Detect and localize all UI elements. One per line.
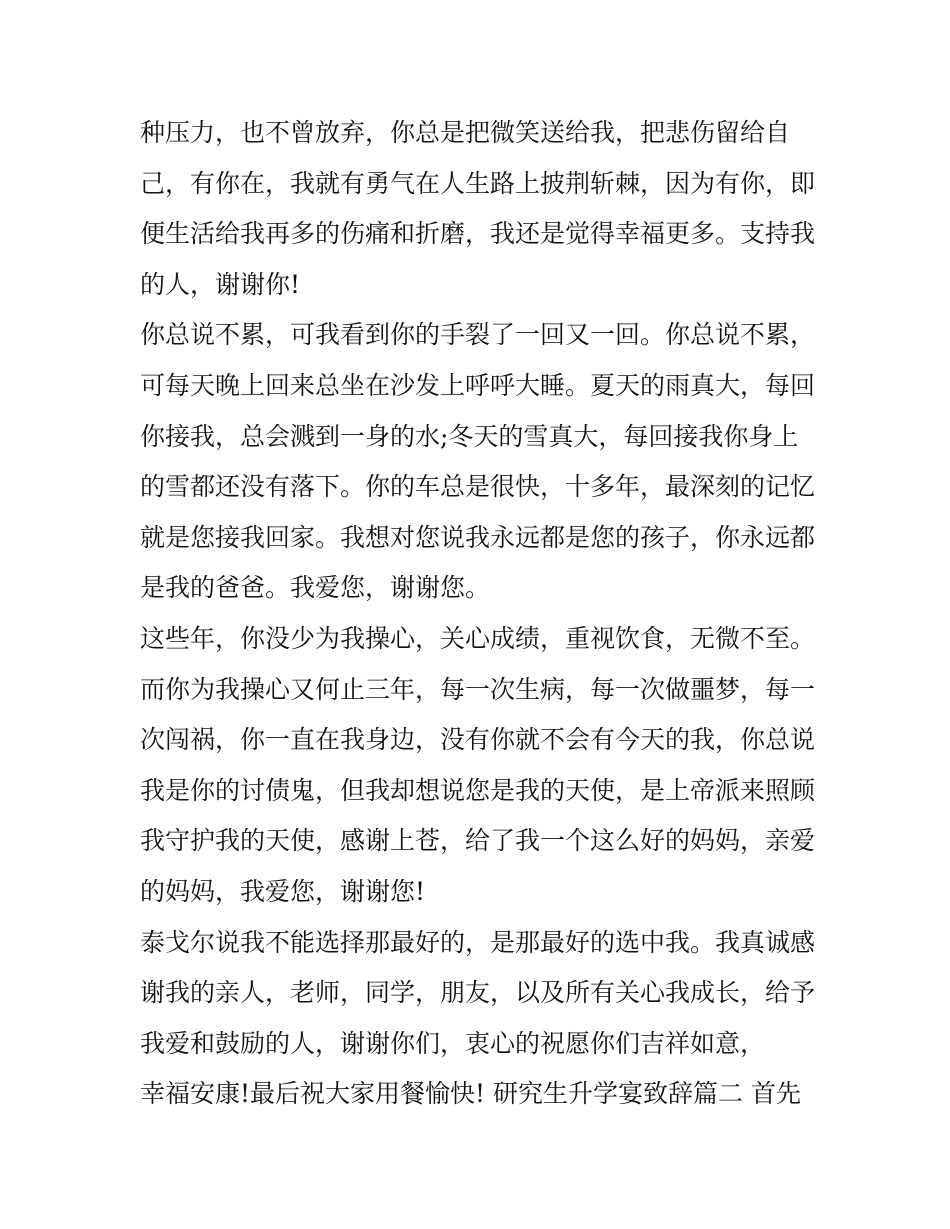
text-line: 谢我的亲人，老师，同学，朋友，以及所有关心我成长，给予 [140, 978, 816, 1008]
text-line: 的人，谢谢你! [140, 269, 301, 299]
text-line: 是我的爸爸。我爱您，谢谢您。 [140, 573, 491, 603]
text-line: 你接我，总会溅到一身的水;冬天的雪真大，每回接我你身上 [140, 421, 799, 451]
text-line: 种压力，也不曾放弃，你总是把微笑送给我，把悲伤留给自 [140, 118, 791, 147]
text-line: 的妈妈，我爱您，谢谢您! [140, 876, 426, 906]
text-line: 可每天晚上回来总坐在沙发上呼呼大睡。夏天的雨真大，每回 [140, 370, 816, 400]
text-line: 幸福安康!最后祝大家用餐愉快! 研究生升学宴致辞篇二 首先 [140, 1079, 801, 1109]
document-body [140, 108, 820, 1120]
text-line: 我守护我的天使，感谢上苍，给了我一个这么好的妈妈，亲爱 [140, 826, 816, 856]
text-line: 而你为我操心又何止三年，每一次生病，每一次做噩梦，每一 [140, 674, 816, 704]
text-line: 便生活给我再多的伤痛和折磨，我还是觉得幸福更多。支持我 [140, 219, 816, 249]
text-line: 己，有你在，我就有勇气在人生路上披荆斩棘，因为有你，即 [140, 168, 816, 198]
text-line: 我是你的讨债鬼，但我却想说您是我的天使，是上帝派来照顾 [140, 775, 816, 805]
text-line: 泰戈尔说我不能选择那最好的，是那最好的选中我。我真诚感 [140, 927, 816, 957]
text-line: 我爱和鼓励的人，谢谢你们，衷心的祝愿你们吉祥如意， [140, 1028, 766, 1058]
text-line: 的雪都还没有落下。你的车总是很快，十多年，最深刻的记忆 [140, 472, 816, 502]
text-line: 这些年，你没少为我操心，关心成绩，重视饮食，无微不至。 [140, 623, 816, 653]
text-line: 你总说不累，可我看到你的手裂了一回又一回。你总说不累， [140, 320, 816, 350]
text-line: 次闯祸，你一直在我身边，没有你就不会有今天的我，你总说 [140, 725, 816, 755]
text-line: 就是您接我回家。我想对您说我永远都是您的孩子，你永远都 [140, 522, 816, 552]
